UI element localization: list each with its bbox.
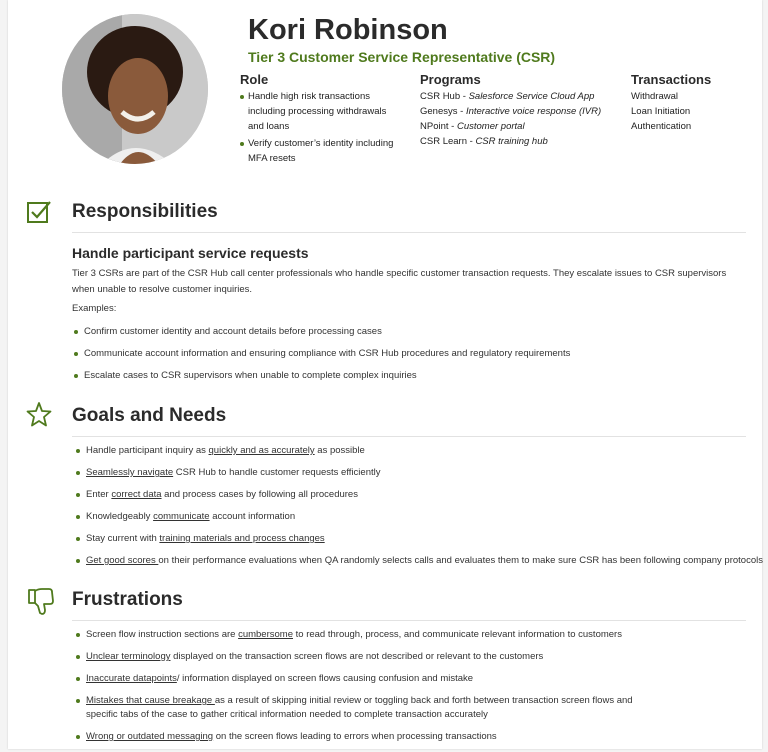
list-item: Get good scores on their performance evaluations when QA randomly selects calls and evaluates them to make sure CSR has been following company protocols [74,554,763,576]
persona-subtitle: Tier 3 Customer Service Representative (CSR) [248,49,556,65]
section-divider [72,436,746,437]
program-item [420,89,620,104]
emphasis-link: correct data [111,489,162,500]
list-item: Communicate account information and ensuring compliance with CSR Hub procedures and regulatory requirements [72,347,570,369]
responsibilities-title: Responsibilities [72,201,218,222]
frustrations-list [74,628,646,752]
program-description: Salesforce Service Cloud App [468,91,595,102]
role-column [240,72,400,168]
transactions-column [631,72,741,134]
program-name: CSR Learn - [420,136,476,147]
role-list [240,89,400,166]
responsibilities-subheading: Handle participant service requests [72,245,309,261]
list-item: Stay current with training materials and process changes [74,532,763,554]
list-item: Wrong or outdated messaging on the screen flows leading to errors when processing transactions [74,730,646,752]
emphasis-link: quickly and as accurately [208,445,315,456]
emphasis-link: Inaccurate datapoints [86,673,177,684]
star-icon [26,401,52,427]
checkbox-icon [26,199,52,225]
goals-title: Goals and Needs [72,405,227,426]
list-item: Confirm customer identity and account details before processing cases [72,325,570,347]
thumbs-down-icon [26,586,56,616]
program-name: Genesys - [420,106,466,117]
programs-heading: Programs [420,72,481,87]
program-name: CSR Hub - [420,91,469,102]
emphasis-link: training materials and process changes [159,533,325,544]
transaction-item: Loan Initiation [631,106,691,117]
program-item [420,119,620,134]
persona-name: Kori Robinson [248,14,448,46]
role-item: Handle high risk transactions including processing withdrawals and loans [240,89,400,134]
emphasis-link: Mistakes that cause breakage [86,695,215,706]
avatar [62,14,208,164]
examples-label: Examples: [72,303,117,314]
program-name: NPoint - [420,121,457,132]
emphasis-link: cumbersome [238,629,293,640]
list-item: Escalate cases to CSR supervisors when unable to complete complex inquiries [72,369,570,391]
role-heading: Role [240,72,269,87]
section-divider [72,232,746,233]
section-divider [72,620,746,621]
portrait-image [62,14,208,164]
list-item: Seamlessly navigate CSR Hub to handle customer requests efficiently [74,466,763,488]
program-description: Interactive voice response (IVR) [465,106,602,117]
list-item: Inaccurate datapoints/ information displayed on screen flows causing confusion and mistake [74,672,646,694]
goals-list [74,444,763,576]
program-item [420,134,620,149]
transactions-heading: Transactions [631,72,712,87]
emphasis-link: Unclear terminology [86,651,171,662]
list-item: Enter correct data and process cases by following all procedures [74,488,763,510]
program-item [420,104,620,119]
list-item: Knowledgeably communicate account information [74,510,763,532]
emphasis-link: Get good scores [86,555,159,566]
emphasis-link: Seamlessly navigate [86,467,174,478]
list-item: Unclear terminology displayed on the transaction screen flows are not described or relevant to the customers [74,650,646,672]
emphasis-link: Wrong or outdated messaging [86,731,214,742]
program-description: Customer portal [456,121,525,132]
responsibilities-paragraph: Tier 3 CSRs are part of the CSR Hub call center professionals who handle specific customer transaction requests. They escalate issues to CSR supervisors when unable to resolve customer inquiries. [72,268,727,295]
transaction-item: Authentication [631,121,692,132]
role-item: Verify customer’s identity including MFA resets [240,136,400,166]
emphasis-link: communicate [153,511,210,522]
program-description: CSR training hub [475,136,548,147]
persona-page [8,0,762,749]
list-item: Mistakes that cause breakage as a result of skipping initial review or toggling back and forth between transaction screen flows and specific tabs of the case to gather critical information needed to complete transaction accurately [74,694,646,730]
transaction-item: Withdrawal [631,91,678,102]
list-item: Screen flow instruction sections are cumbersome to read through, process, and communicate relevant information to customers [74,628,646,650]
frustrations-title: Frustrations [72,589,183,610]
list-item: Handle participant inquiry as quickly and as accurately as possible [74,444,763,466]
examples-list [72,325,570,391]
programs-column [420,72,620,149]
